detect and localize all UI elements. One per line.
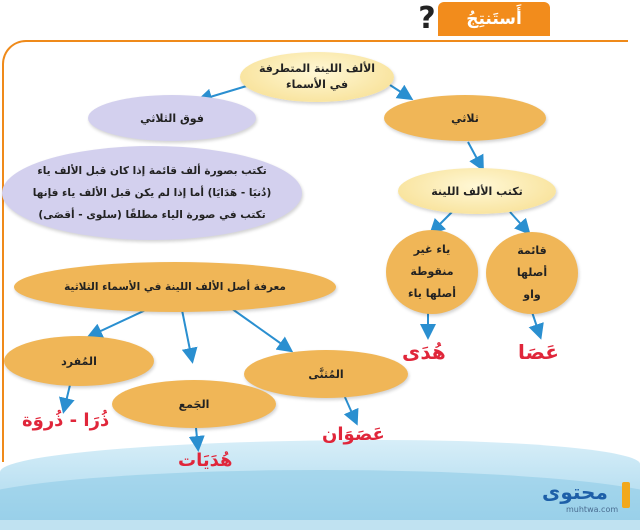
arrow-dual-ex	[344, 395, 356, 422]
standing-line-2: أصلها	[516, 266, 548, 279]
question-icon: ?	[418, 1, 436, 36]
example-asa: عَصَا	[518, 340, 559, 364]
arrow-origin-plural	[182, 310, 192, 360]
arrow-standing-asa	[532, 312, 540, 336]
write-alef-node	[398, 168, 556, 214]
root-line-2: في الأسماء	[285, 78, 349, 91]
arrow-write-ya	[432, 212, 452, 232]
three-node	[384, 95, 546, 141]
standing-line-3: واو	[523, 288, 541, 301]
above-three-label: فوق الثلاثي	[140, 111, 204, 125]
example-huda: هُدَى	[402, 340, 446, 364]
arrow-origin-singular	[90, 308, 150, 336]
rule-node	[2, 146, 302, 240]
arrow-origin-dual	[228, 306, 290, 350]
arrow-three-write	[468, 142, 482, 168]
arrow-plural-ex	[196, 428, 198, 448]
write-alef-label: تكتب الألف اللينة	[431, 184, 523, 198]
rule-line-3: تكتب في صورة الياء مطلقًا (سلوى - أقصَى)	[38, 209, 266, 221]
origin-label: معرفة أصل الألف اللينة في الأسماء الثلاثية	[64, 281, 286, 293]
singular-label: المُفرد	[61, 354, 97, 368]
rule-line-1: تكتب بصورة ألف قائمة إذا كان قبل الألف ياء	[37, 165, 267, 177]
rule-line-2: (دُنيَا - هَدَايَا) أما إذا لم يكن قبل الألف ياء فإنها	[32, 187, 272, 199]
arrow-root-three	[390, 85, 410, 98]
ya-alef-node	[386, 230, 478, 314]
root-node	[240, 52, 394, 102]
root-line-1: الألف اللينة المتطرفة	[258, 62, 376, 75]
dual-label: المُثنَّى	[308, 367, 344, 381]
ya-line-2: منقوطة	[410, 265, 454, 278]
site-url: muhtwa.com	[566, 505, 619, 514]
ya-line-3: أصلها ياء	[408, 287, 456, 300]
three-label: ثلاثي	[451, 111, 479, 125]
arrow-write-standing	[510, 212, 528, 232]
ya-line-1: ياء غير	[413, 243, 451, 256]
standing-line-1: قائمة	[517, 244, 547, 257]
site-logo: محتوى	[542, 480, 608, 504]
plural-label: الجَمع	[178, 397, 210, 411]
example-dhura: ذُرَا - ذُروَة	[22, 410, 110, 431]
example-asawan: عَصَوَان	[322, 424, 385, 445]
example-hudayat: هُدَيَات	[178, 450, 233, 471]
dual-node	[244, 350, 408, 398]
pen-icon	[622, 482, 630, 508]
above-three-node	[88, 95, 256, 141]
plural-node	[112, 380, 276, 428]
origin-node	[14, 262, 336, 312]
arrow-singular-ex	[64, 385, 70, 410]
standing-alef-node	[486, 232, 578, 314]
singular-node	[4, 336, 154, 386]
section-title: أَستَنتِجُ	[438, 2, 550, 36]
